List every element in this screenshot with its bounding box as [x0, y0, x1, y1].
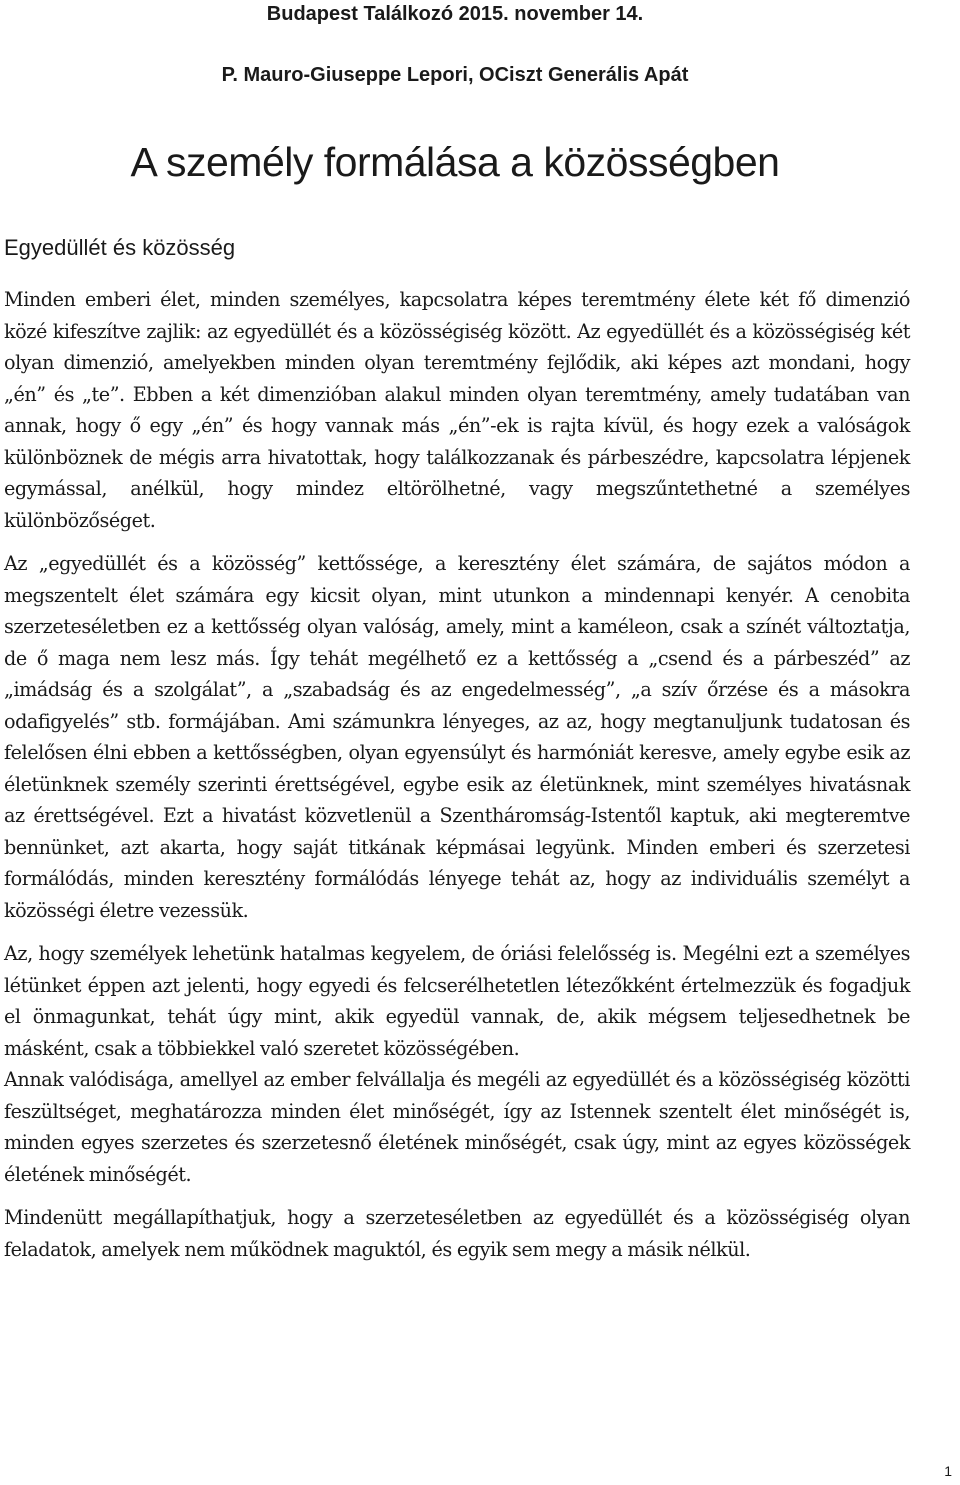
document-title: A személy formálása a közösségben [130, 139, 780, 185]
paragraph: Annak valódisága, amellyel az ember felvállalja és megéli az egyedüllét és a közösségiség közötti feszültséget, meghatározza minden élet minőségét, így az Istennek szentelt élet minőségét is, minden egyes szerzetes és szerzetesnő életének minőségét, csak úgy, mint az egyes közösségek életének minőségét. [4, 1068, 910, 1186]
paragraph: Az, hogy személyek lehetünk hatalmas kegyelem, de óriási felelősség is. Megélni ezt a személyes létünket éppen azt jelenti, hogy egyedi és felcserélhetetlen létezőkként értelmezzük és fogadjuk el önmagunkat, tehát úgy mint, akik egyedül vannak, de, akik mégsem teljesedhetnek be másként, csak a többiekkel való szeretet közösségében. [4, 942, 910, 1060]
author-line: P. Mauro-Giuseppe Lepori, OCiszt Generális Apát [221, 64, 689, 86]
paragraph: Mindenütt megállapíthatjuk, hogy a szerzeteséletben az egyedüllét és a közösségiség olyan feladatok, amelyek nem működnek maguktól, és egyik sem megy a másik nélkül. [4, 1206, 910, 1261]
body-text [4, 284, 910, 1265]
paragraph: Minden emberi élet, minden személyes, kapcsolatra képes teremtmény élete két fő dimenzió közé kifeszítve zajlik: az egyedüllét és a közösségiség között. Az egyedüllét és a közösségiség két olyan dimenzió, amelyekben minden olyan teremtmény fejlődik, aki képes azt mondani, hogy „én” és „te”. Ebben a két dimenzióban alakul minden olyan teremtmény, amely tudatában van annak, hogy ő egy „én” és hogy vannak más „én”-ek is rajta kívül, és hogy ezek a valóságok különböznek de mégis arra hivatottak, hogy találkozzanak és párbeszédre, kapcsolatra lépjenek egymással, anélkül, hogy mindez eltörölhetné, vagy megszűntethetné a személyes különbözőséget. [4, 288, 910, 532]
paragraph: Az „egyedüllét és a közösség” kettőssége, a keresztény élet számára, de sajátos módon a megszentelt élet számára egy kicsit olyan, mint utunkon a mindennapi kenyér. A cenobita szerzeteséletben ez a kettősség olyan valóság, amely, mint a kaméleon, csak a színét változtatja, de ő maga nem lesz más. Így tehát megélhető ez a kettősség a „csend és a párbeszéd” az „imádság és a szolgálat”, a „szabadság és az engedelmesség”, „a szív őrzése és a másokra odafigyelés” stb. formájában. Ami számunkra lényeges, az az, hogy megtanuljunk tudatosan és felelősen élni ebben a kettősségben, olyan egyensúlyt és harmóniát keresve, amely egybe esik az életünknek személy szerinti érettségével, egybe esik az életünknek, mint személyes hivatásnak az érettségével. Ezt a hivatást közvetlenül a Szentháromság-Istentől kaptuk, aki megteremtve bennünket, azt akarta, hogy saját titkának képmásai legyünk. Minden emberi és szerzetesi formálódás, minden keresztény formálódás lényege tehát az, hogy az individuális személyt a közösségi életre vezessük. [4, 552, 910, 922]
page-number: 1 [944, 1463, 952, 1479]
section-heading: Egyedüllét és közösség [4, 235, 236, 260]
event-line: Budapest Találkozó 2015. november 14. [266, 3, 644, 25]
